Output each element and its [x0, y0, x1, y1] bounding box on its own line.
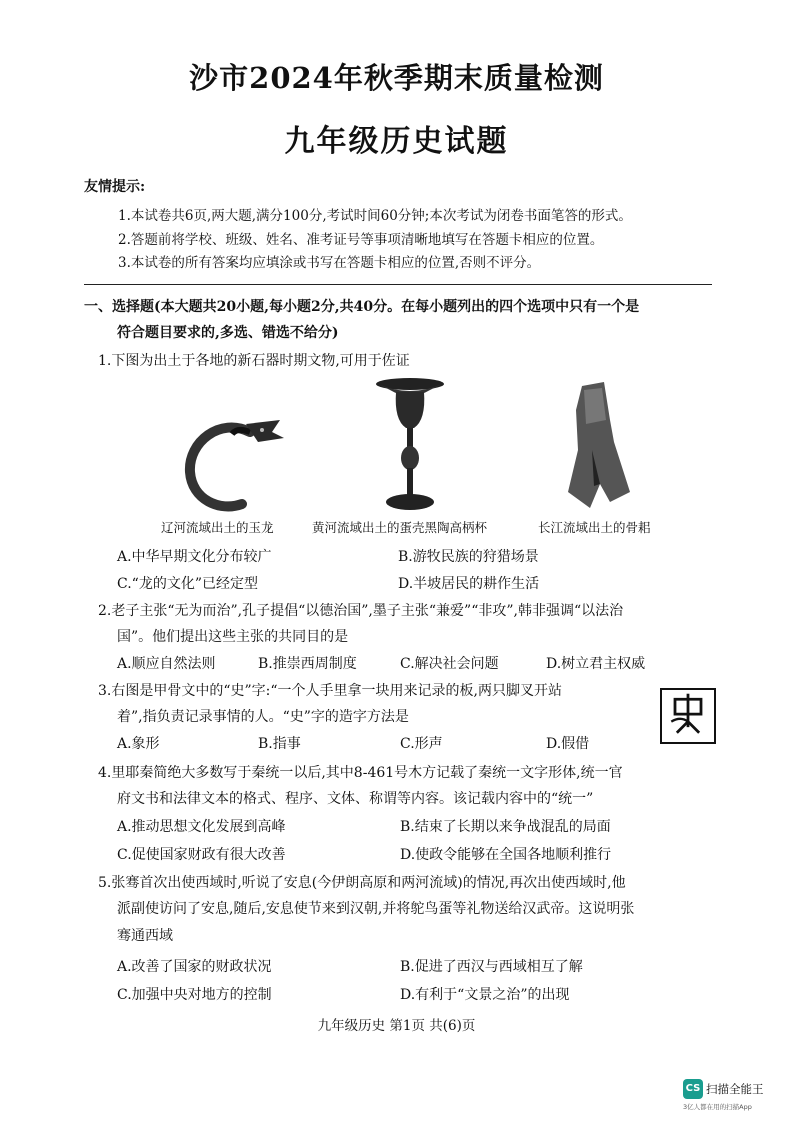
q5-stem-cont2: 骞通西域: [117, 928, 173, 944]
q3-stem-cont: 着”,指负责记录事情的人。“史”字的造字方法是: [117, 709, 409, 725]
tip-item: 3.本试卷的所有答案均应填涂或书写在答题卡相应的位置,否则不评分。: [118, 255, 541, 271]
q5-option-a[interactable]: A.改善了国家的财政状况: [117, 959, 272, 975]
tip-item: 1.本试卷共6页,两大题,满分100分,考试时间60分钟;本次考试为闭卷书面笔答的形式。: [118, 208, 632, 224]
q4-option-d[interactable]: D.使政令能够在全国各地顺利推行: [400, 847, 612, 863]
caption-jade-dragon: 辽河流域出土的玉龙: [161, 520, 274, 535]
caption-bone-spade: 长江流域出土的骨耜: [538, 520, 651, 535]
pottery-cup-image: [372, 376, 448, 518]
bone-spade-image: [560, 380, 632, 512]
q2-option-d[interactable]: D.树立君主权威: [546, 656, 646, 672]
tips-heading: 友情提示:: [84, 179, 146, 195]
scanner-tagline: 3亿人都在用的扫描App: [683, 1102, 752, 1111]
q3-option-b[interactable]: B.指事: [258, 736, 301, 752]
q2-stem: 2.老子主张“无为而治”,孔子提倡“以德治国”,墨子主张“兼爱”“非攻”,韩非强调“以法治: [98, 603, 624, 619]
q4-stem-cont: 府文书和法律文本的格式、程序、文体、称谓等内容。该记载内容中的“统一”: [117, 791, 594, 807]
q1-stem: 1.下图为出土于各地的新石器时期文物,可用于佐证: [98, 353, 410, 369]
q5-stem: 5.张骞首次出使西域时,听说了安息(今伊朗高原和两河流域)的情况,再次出使西域时,他: [98, 875, 626, 891]
q5-option-b[interactable]: B.促进了西汉与西域相互了解: [400, 959, 583, 975]
oracle-bone-shi-character-image: [660, 688, 716, 744]
q2-option-a[interactable]: A.顺应自然法则: [117, 656, 216, 672]
q3-stem: 3.右图是甲骨文中的“史”字:“一个人手里拿一块用来记录的板,两只脚叉开站: [98, 683, 562, 699]
q2-option-c[interactable]: C.解决社会问题: [400, 656, 499, 672]
page-footer: 九年级历史 第1页 共(6)页: [317, 1018, 476, 1034]
divider: [84, 284, 712, 285]
exam-title: 沙市2024年秋季期末质量检测: [189, 61, 604, 95]
caption-pottery-cup: 黄河流域出土的蛋壳黑陶高柄杯: [312, 520, 488, 535]
section-heading-cont: 符合题目要求的,多选、错选不给分): [117, 325, 339, 341]
q4-option-c[interactable]: C.促使国家财政有很大改善: [117, 847, 286, 863]
q4-option-a[interactable]: A.推动思想文化发展到高峰: [117, 819, 286, 835]
q2-stem-cont: 国”。他们提出这些主张的共同目的是: [117, 629, 349, 645]
q3-option-c[interactable]: C.形声: [400, 736, 443, 752]
section-heading: 一、选择题(本大题共20小题,每小题2分,共40分。在每小题列出的四个选项中只有一个是: [84, 299, 640, 315]
exam-subtitle: 九年级历史试题: [284, 124, 509, 159]
tip-item: 2.答题前将学校、班级、姓名、准考证号等事项清晰地填写在答题卡相应的位置。: [118, 232, 604, 248]
q4-stem: 4.里耶秦简绝大多数写于秦统一以后,其中8-461号木方记载了秦统一文字形体,统一官: [98, 765, 623, 781]
q1-option-d[interactable]: D.半坡居民的耕作生活: [398, 576, 540, 592]
q5-stem-cont: 派副使访问了安息,随后,安息使节来到汉朝,并将鸵鸟蛋等礼物送给汉武帝。这说明张: [117, 901, 635, 917]
scanner-badge: [683, 1078, 764, 1111]
jade-dragon-image: [180, 412, 292, 516]
q1-option-c[interactable]: C.“龙的文化”已经定型: [117, 576, 258, 592]
q3-option-a[interactable]: A.象形: [117, 736, 160, 752]
q2-option-b[interactable]: B.推崇西周制度: [258, 656, 357, 672]
q5-option-c[interactable]: C.加强中央对地方的控制: [117, 987, 272, 1003]
scanner-name: 扫描全能王: [706, 1081, 764, 1096]
q1-option-b[interactable]: B.游牧民族的狩猎场景: [398, 549, 539, 565]
q5-option-d[interactable]: D.有利于“文景之治”的出现: [400, 987, 570, 1003]
q1-option-a[interactable]: A.中华早期文化分布较广: [117, 549, 272, 565]
q4-option-b[interactable]: B.结束了长期以来争战混乱的局面: [400, 819, 611, 835]
camscanner-logo-icon: CS: [683, 1079, 703, 1099]
q3-option-d[interactable]: D.假借: [546, 736, 590, 752]
